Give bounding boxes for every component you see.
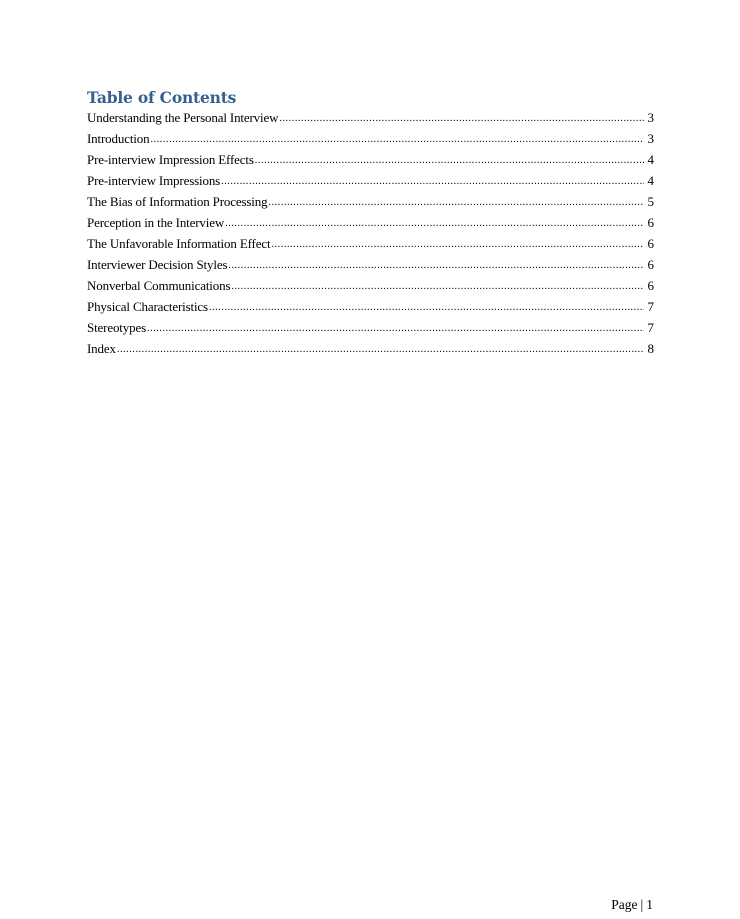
toc-entry-page-number: 3 [647, 131, 654, 146]
toc-entry-page-number: 3 [647, 110, 654, 125]
toc-entry-index[interactable] [87, 340, 654, 361]
toc-entry-text: The Unfavorable Information Effect [87, 236, 271, 251]
footer-page-label: Page [611, 897, 638, 912]
dot-leader [255, 150, 644, 170]
toc-entry-text: Stereotypes [87, 320, 147, 335]
toc-entry-text: Index [87, 341, 116, 356]
toc-entry-text: Pre-interview Impressions [87, 173, 221, 188]
toc-entry-page-number: 6 [647, 215, 654, 230]
dot-leader [231, 276, 644, 296]
toc-entry-text: Physical Characteristics [87, 299, 208, 314]
toc-entry-page-number: 7 [647, 320, 654, 335]
toc-entry-text: Perception in the Interview [87, 215, 225, 230]
toc-entry-perception-in-the-interview[interactable] [87, 214, 654, 235]
dot-leader [221, 171, 644, 191]
toc-entry-bias-of-information-processing[interactable] [87, 193, 654, 214]
dot-leader [228, 255, 644, 275]
toc-entry-pre-interview-impression-effects[interactable] [87, 151, 654, 172]
page-footer [611, 896, 653, 914]
footer-page-number: 1 [646, 897, 653, 912]
footer-separator: | [640, 897, 644, 912]
dot-leader [225, 213, 644, 233]
dot-leader [271, 234, 644, 254]
toc-entry-page-number: 6 [647, 236, 654, 251]
toc-entry-page-number: 4 [647, 152, 654, 167]
toc-entry-unfavorable-information-effect[interactable] [87, 235, 654, 256]
toc-entry-understanding-the-personal-interview[interactable] [87, 109, 654, 130]
toc-entry-page-number: 5 [647, 194, 654, 209]
dot-leader [147, 318, 644, 338]
toc-entry-physical-characteristics[interactable] [87, 298, 654, 319]
toc-entry-page-number: 7 [647, 299, 654, 314]
toc-entry-page-number: 8 [647, 341, 654, 356]
dot-leader [209, 297, 644, 317]
toc-entry-stereotypes[interactable] [87, 319, 654, 340]
toc-entry-pre-interview-impressions[interactable] [87, 172, 654, 193]
dot-leader [150, 129, 644, 149]
toc-title: Table of Contents [87, 88, 237, 107]
table-of-contents [87, 87, 654, 361]
toc-entry-text: The Bias of Information Processing [87, 194, 268, 209]
dot-leader [117, 339, 644, 359]
toc-entry-page-number: 4 [647, 173, 654, 188]
dot-leader [268, 192, 644, 212]
toc-entry-text: Introduction [87, 131, 150, 146]
toc-entry-page-number: 6 [647, 257, 654, 272]
toc-entry-introduction[interactable] [87, 130, 654, 151]
toc-entry-nonverbal-communications[interactable] [87, 277, 654, 298]
toc-entry-text: Nonverbal Communications [87, 278, 231, 293]
dot-leader [279, 108, 644, 128]
toc-entry-page-number: 6 [647, 278, 654, 293]
toc-entry-text: Understanding the Personal Interview [87, 110, 279, 125]
toc-entry-text: Interviewer Decision Styles [87, 257, 228, 272]
toc-entry-text: Pre-interview Impression Effects [87, 152, 254, 167]
toc-list [87, 109, 654, 361]
toc-entry-interviewer-decision-styles[interactable] [87, 256, 654, 277]
